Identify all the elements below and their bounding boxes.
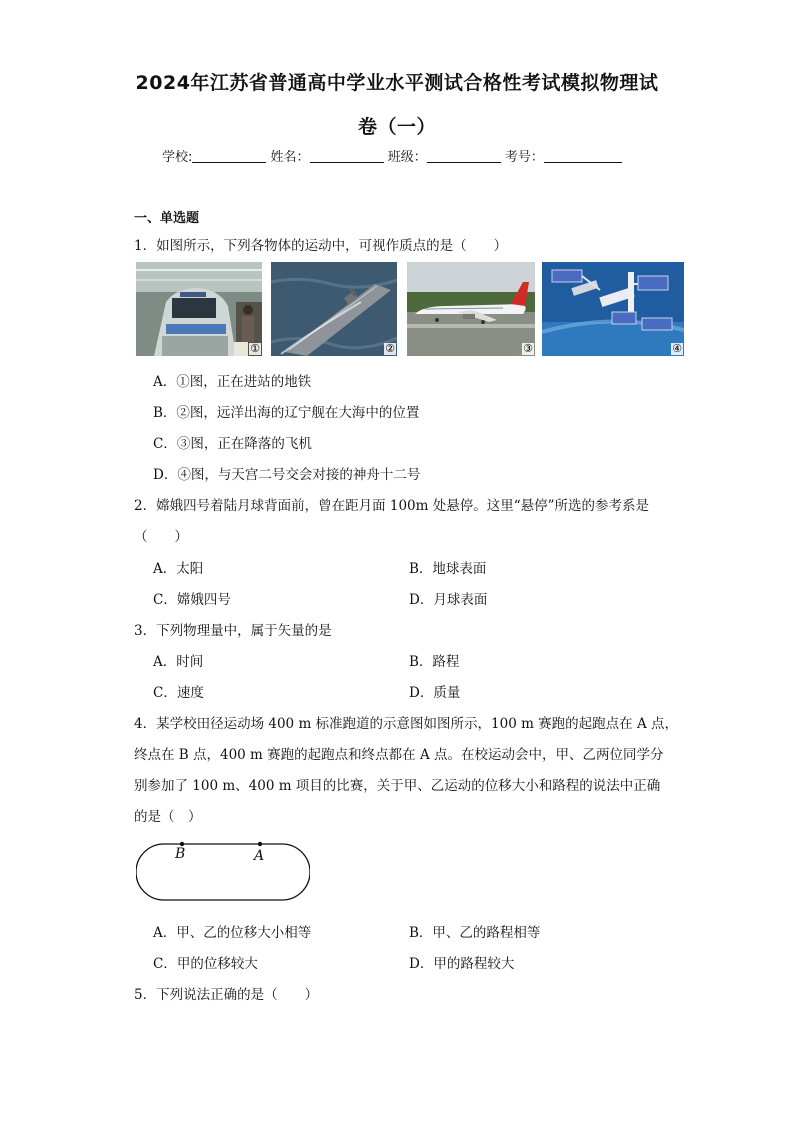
question-1-photos: [136, 262, 686, 356]
q3-option-d[interactable]: D．质量: [409, 685, 461, 701]
running-track-figure: [136, 838, 310, 902]
school-label: 学校:: [162, 150, 193, 165]
subway-photo: [136, 262, 262, 356]
q1-option-c[interactable]: C．③图，正在降落的飞机: [153, 436, 312, 452]
question-2-stem-line1: 2．嫦娥四号着陆月球背面前，曾在距月面 100m 处悬停。这里“悬停”所选的参考系是: [134, 498, 650, 514]
section-title: 一、单选题: [134, 211, 200, 226]
q3-option-a[interactable]: A．时间: [153, 654, 204, 670]
point-a-label: A: [254, 848, 265, 864]
question-3-stem: 3．下列物理量中，属于矢量的是: [134, 623, 332, 639]
space-station-photo: [542, 262, 684, 356]
track-outline: [136, 844, 310, 900]
q1-option-b[interactable]: B．②图，远洋出海的辽宁舰在大海中的位置: [153, 405, 420, 421]
question-5-stem: 5．下列说法正确的是（ ）: [134, 987, 319, 1003]
q4-option-c[interactable]: C．甲的位移较大: [153, 956, 258, 972]
q4-option-d[interactable]: D．甲的路程较大: [409, 956, 515, 972]
question-4-stem-line1: 4．某学校田径运动场 400 m 标准跑道的示意图如图所示，100 m 赛跑的起跑点在 A 点，: [134, 716, 679, 732]
question-4-stem-line2: 终点在 B 点，400 m 赛跑的起跑点和终点都在 A 点。在校运动会中，甲、乙两位同学分: [134, 747, 664, 763]
q1-option-a[interactable]: A．①图，正在进站的地铁: [153, 374, 312, 390]
exam-no-blank[interactable]: [544, 150, 622, 163]
q3-option-b[interactable]: B．路程: [409, 654, 460, 670]
school-blank[interactable]: [192, 150, 266, 163]
name-label: 姓名：: [270, 150, 310, 165]
photo-tag-1: ①: [250, 342, 260, 355]
aircraft-carrier-photo: [271, 262, 397, 356]
class-blank[interactable]: [427, 150, 501, 163]
photo-tag-4: ④: [672, 342, 682, 355]
student-info-row: [162, 146, 622, 165]
name-blank[interactable]: [310, 150, 384, 163]
q2-option-b[interactable]: B．地球表面: [409, 561, 487, 577]
photo-tag-2: ②: [385, 342, 395, 355]
exam-title-line2: 卷（一）: [357, 116, 436, 138]
airplane-photo: [407, 262, 535, 356]
photo-tag-3: ③: [523, 342, 533, 355]
exam-title-line1: 2024年江苏省普通高中学业水平测试合格性考试模拟物理试: [135, 72, 659, 94]
q4-option-b[interactable]: B．甲、乙的路程相等: [409, 925, 541, 941]
question-4-stem-line3: 别参加了 100 m、400 m 项目的比赛，关于甲、乙运动的位移大小和路程的说法中正确: [134, 778, 661, 794]
q2-option-d[interactable]: D．月球表面: [409, 592, 488, 608]
q2-option-c[interactable]: C．嫦娥四号: [153, 592, 231, 608]
q4-option-a[interactable]: A．甲、乙的位移大小相等: [153, 925, 312, 941]
question-2-stem-line2: （ ）: [134, 529, 188, 545]
point-a-marker: [258, 842, 262, 846]
q2-option-a[interactable]: A．太阳: [153, 561, 204, 577]
question-4-stem-line4: 的是（ ）: [134, 809, 202, 825]
exam-no-label: 考号：: [504, 150, 544, 165]
class-label: 班级：: [387, 150, 427, 165]
question-1-stem: 1．如图所示，下列各物体的运动中，可视作质点的是（ ）: [134, 238, 508, 254]
q1-option-d[interactable]: D．④图，与天宫二号交会对接的神舟十二号: [153, 467, 421, 483]
point-b-label: B: [175, 846, 186, 862]
q3-option-c[interactable]: C．速度: [153, 685, 204, 701]
